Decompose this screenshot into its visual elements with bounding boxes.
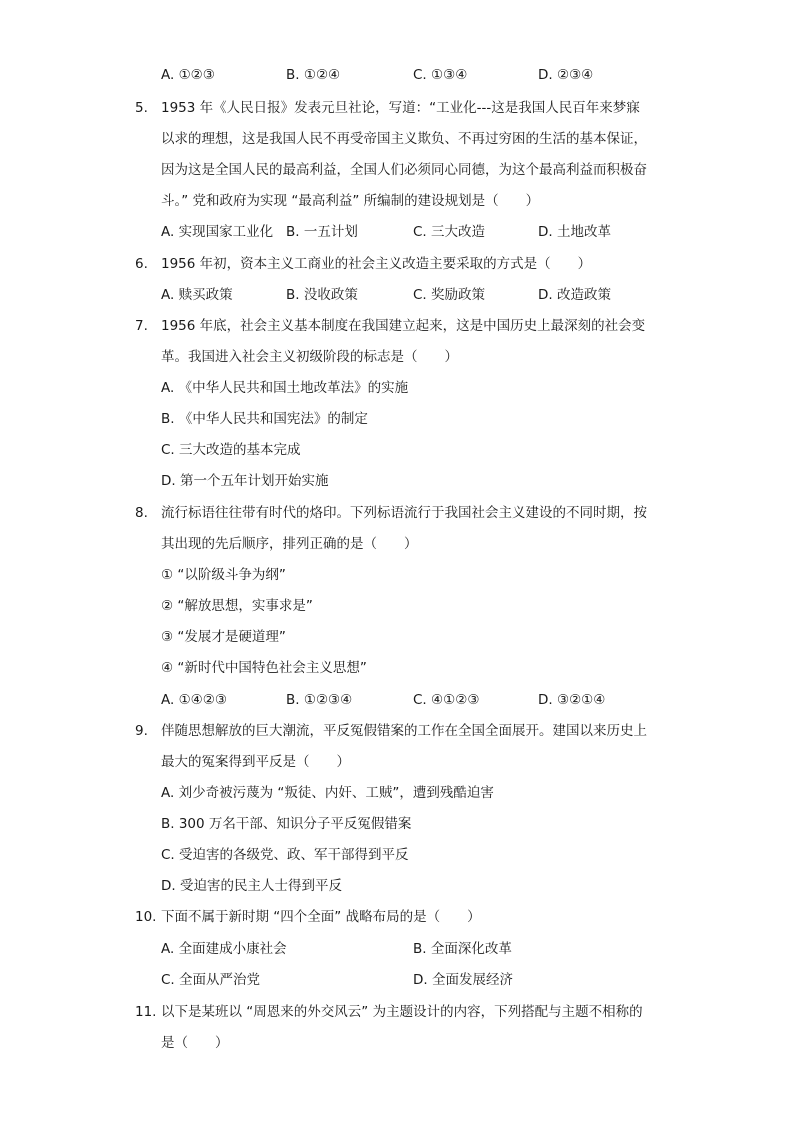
question-text-line: 其出现的先后顺序，排列正确的是（ ） [161, 536, 418, 552]
option-b: B. 没收政策 [286, 287, 358, 303]
question-number: 11. [135, 1004, 157, 1020]
question-text-line: 1953 年《人民日报》发表元旦社论，写道：“工业化---这是我国人民百年来梦寐 [161, 100, 640, 116]
question-number: 8. [135, 505, 148, 521]
question-text-line: 1956 年初，资本主义工商业的社会主义改造主要采取的方式是（ ） [161, 256, 592, 272]
question-text-line: 因为这是全国人民的最高利益，全国人们必须同心同德，为这个最高利益而积极奋 [161, 162, 647, 178]
question-text-line: 最大的冤案得到平反是（ ） [161, 754, 350, 770]
slogan-item: ① “以阶级斗争为纲” [161, 567, 286, 583]
option-b: B. ①②③④ [286, 692, 353, 708]
option-d: D. 改造政策 [538, 287, 611, 303]
option-d: D. ③②①④ [538, 692, 606, 708]
option-d: D. ②③④ [538, 67, 594, 83]
option-a: A. ①④②③ [161, 692, 227, 708]
question-number: 10. [135, 909, 157, 925]
option-a: A. 《中华人民共和国土地改革法》的实施 [161, 380, 409, 396]
question-text-line: 是（ ） [161, 1035, 229, 1051]
option-a: A. 赎买政策 [161, 287, 233, 303]
option-d: D. 受迫害的民主人士得到平反 [161, 878, 342, 894]
option-a: A. ①②③ [161, 67, 215, 83]
question-text-line: 伴随思想解放的巨大潮流，平反冤假错案的工作在全国全面展开。建国以来历史上 [161, 723, 647, 739]
question-text-line: 以下是某班以 “周恩来的外交风云” 为主题设计的内容，下列搭配与主题不相称的 [161, 1004, 643, 1020]
option-a: A. 实现国家工业化 [161, 224, 274, 240]
option-c: C. 受迫害的各级党、政、军干部得到平反 [161, 847, 409, 863]
question-text-line: 下面不属于新时期 “四个全面” 战略布局的是（ ） [161, 909, 481, 925]
option-d: D. 全面发展经济 [413, 972, 513, 988]
option-b: B. 300 万名干部、知识分子平反冤假错案 [161, 816, 412, 832]
option-c: C. 三大改造的基本完成 [161, 442, 301, 458]
option-d: D. 土地改革 [538, 224, 611, 240]
option-b: B. 《中华人民共和国宪法》的制定 [161, 411, 368, 427]
option-b: B. 全面深化改革 [413, 941, 512, 957]
option-c: C. 三大改造 [413, 224, 486, 240]
question-text-line: 1956 年底，社会主义基本制度在我国建立起来，这是中国历史上最深刻的社会变 [161, 318, 646, 334]
option-a: A. 刘少奇被污蔑为 “叛徒、内奸、工贼”，遭到残酷迫害 [161, 785, 494, 801]
question-text-line: 以求的理想，这是我国人民不再受帝国主义欺负、不再过穷困的生活的基本保证， [161, 131, 647, 147]
slogan-item: ② “解放思想，实事求是” [161, 598, 313, 614]
slogan-item: ③ “发展才是硬道理” [161, 629, 286, 645]
option-c: C. 全面从严治党 [161, 972, 261, 988]
question-number: 6. [135, 256, 148, 272]
option-a: A. 全面建成小康社会 [161, 941, 287, 957]
question-text-line: 斗。” 党和政府为实现 “最高利益” 所编制的建设规划是（ ） [161, 193, 540, 209]
option-c: C. 奖励政策 [413, 287, 486, 303]
slogan-item: ④ “新时代中国特色社会主义思想” [161, 660, 367, 676]
question-number: 9. [135, 723, 148, 739]
option-d: D. 第一个五年计划开始实施 [161, 473, 329, 489]
option-b: B. ①②④ [286, 67, 341, 83]
question-text-line: 流行标语往往带有时代的烙印。下列标语流行于我国社会主义建设的不同时期，按 [161, 505, 647, 521]
question-text-line: 革。我国进入社会主义初级阶段的标志是（ ） [161, 349, 458, 365]
option-c: C. ④①②③ [413, 692, 480, 708]
question-number: 5. [135, 100, 148, 116]
option-b: B. 一五计划 [286, 224, 358, 240]
question-number: 7. [135, 318, 148, 334]
option-c: C. ①③④ [413, 67, 468, 83]
